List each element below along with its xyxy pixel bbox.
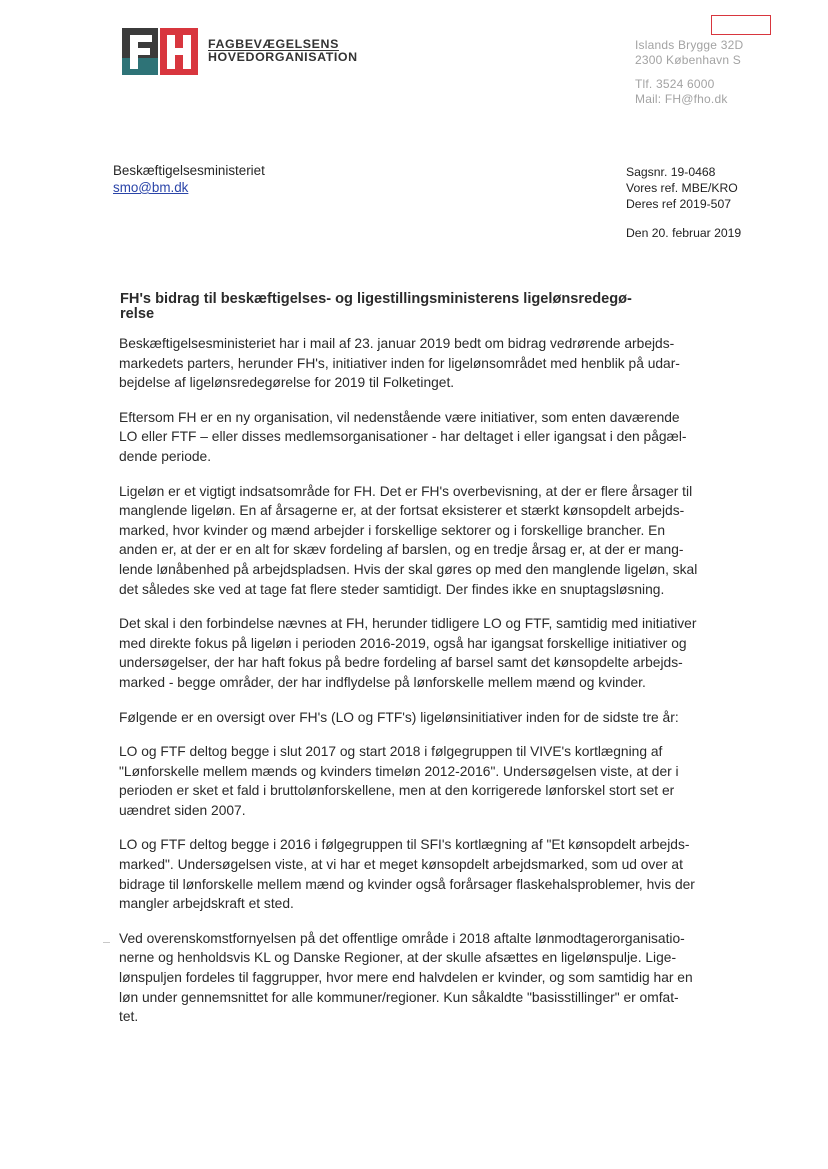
text-line: "Lønforskelle mellem mænds og kvinders timeløn 2012-2016". Undersøgelsen viste, at der i bbox=[119, 763, 679, 779]
text-line: lønspuljen fordeles til faggrupper, hvor mere end halvdelen er kvinder, og som samtidig har en bbox=[119, 970, 693, 986]
logo-line-2: HOVEDORGANISATION bbox=[208, 50, 358, 64]
text-line: bidrage til lønforskelle mellem mænd og kvinder også forårsager flaskehalsproblemer, hvis der bbox=[119, 876, 695, 892]
sender-phone: Tlf. 3524 6000 bbox=[635, 77, 715, 91]
paragraph bbox=[119, 408, 707, 467]
recipient-block bbox=[113, 162, 265, 196]
text-line: LO eller FTF – eller disses medlemsorganisationer - har deltaget i eller igangsat i den pågæl- bbox=[119, 429, 687, 445]
text-line: med direkte fokus på ligeløn i perioden 2016-2019, også har igangsat forskellige initiativer og bbox=[119, 635, 687, 651]
text-line: marked, hvor kvinder og mænd arbejder i forskellige sektorer og i forskellige brancher. En bbox=[119, 522, 666, 538]
text-line: tet. bbox=[119, 1009, 139, 1025]
paragraph bbox=[119, 482, 707, 600]
text-line: uændret siden 2007. bbox=[119, 802, 246, 818]
text-line: nerne og henholdsvis KL og Danske Regioner, at der skulle afsættes en ligelønspulje. Lige- bbox=[119, 950, 677, 966]
stamp-box bbox=[711, 15, 771, 35]
logo-wordmark bbox=[208, 38, 358, 64]
text-line: LO og FTF deltog begge i slut 2017 og start 2018 i følgegruppen til VIVE's kortlægning af bbox=[119, 744, 663, 760]
text-line: markedets parters, herunder FH's, initiativer inden for ligelønsområdet med henblik på udar- bbox=[119, 355, 680, 371]
text-line: Det skal i den forbindelse nævnes at FH, herunder tidligere LO og FTF, samtidig med initiativer bbox=[119, 616, 697, 632]
reference-block bbox=[626, 164, 741, 241]
text-line: marked". Undersøgelsen viste, at vi har et meget kønsopdelt arbejdsmarked, som ud over at bbox=[119, 857, 683, 873]
recipient-name: Beskæftigelsesministeriet bbox=[113, 163, 265, 178]
text-line: Beskæftigelsesministeriet har i mail af 23. januar 2019 bedt om bidrag vedrørende arbejds- bbox=[119, 336, 675, 351]
letter-date: Den 20. februar 2019 bbox=[626, 226, 742, 240]
paragraph bbox=[119, 835, 707, 913]
paragraph bbox=[119, 334, 707, 393]
text-line: lende lønåbenhed på arbejdspladsen. Hvis der skal gøres op med den manglende ligeløn, skal bbox=[119, 561, 698, 577]
logo-line-1: FAGBEVÆGELSENS bbox=[208, 37, 339, 51]
heading-line: relse bbox=[120, 306, 155, 322]
sender-street: Islands Brygge 32D bbox=[635, 38, 744, 52]
fh-logo-mark bbox=[122, 28, 198, 75]
text-line: Ligeløn er et vigtigt indsatsområde for FH. Det er FH's overbevisning, at der er flere årsager til bbox=[119, 483, 693, 499]
letter-body bbox=[119, 334, 707, 1042]
paragraph bbox=[119, 742, 707, 820]
text-line: anden er, at der er en alt for skæv fordeling af barslen, og en tredje årsag er, at der er mang- bbox=[119, 542, 684, 558]
sender-city: 2300 København S bbox=[635, 53, 741, 67]
text-line: mangler arbejdskraft et sted. bbox=[119, 896, 294, 912]
margin-mark bbox=[103, 942, 110, 943]
sender-mail: Mail: FH@fho.dk bbox=[635, 92, 728, 106]
text-line: løn under gennemsnittet for alle kommuner/regioner. Kun såkaldte "basisstillinger" er omfat- bbox=[119, 989, 679, 1005]
paragraph bbox=[119, 929, 707, 1027]
our-reference: Vores ref. MBE/KRO bbox=[626, 181, 738, 195]
text-line: Følgende er en oversigt over FH's (LO og FTF's) ligelønsinitiativer inden for de sidste tre år: bbox=[119, 709, 679, 725]
your-reference: Deres ref 2019-507 bbox=[626, 197, 732, 211]
case-number: Sagsnr. 19-0468 bbox=[626, 165, 716, 179]
text-line: perioden er sket et fald i bruttolønforskellene, men at den korrigerede lønforskel stort set er bbox=[119, 783, 675, 799]
sender-address bbox=[635, 38, 743, 107]
paragraph bbox=[119, 614, 707, 692]
text-line: bejdelse af ligelønsredegørelse for 2019 til Folketinget. bbox=[119, 375, 455, 391]
text-line: manglende ligeløn. En af årsagerne er, at der fortsat eksisterer et stærkt kønsopdelt arbejds- bbox=[119, 503, 685, 519]
text-line: det således ske ved at tage fat flere steder samtidigt. Der findes ikke en snuptagsløsning. bbox=[119, 581, 665, 597]
text-line: Eftersom FH er en ny organisation, vil nedenstående være initiativer, som enten daværende bbox=[119, 409, 680, 425]
text-line: undersøgelser, der har haft fokus på bedre fordeling af barsel samt det kønsopdelte arbejds- bbox=[119, 655, 683, 671]
recipient-email-link[interactable]: smo@bm.dk bbox=[113, 180, 189, 195]
logo bbox=[122, 27, 358, 75]
letter-heading bbox=[120, 292, 710, 322]
heading-line: FH's bidrag til beskæftigelses- og ligestillingsministerens ligelønsredegø- bbox=[120, 291, 632, 307]
paragraph bbox=[119, 708, 707, 728]
text-line: marked - begge områder, der har indflydelse på lønforskelle mellem mænd og kvinder. bbox=[119, 674, 646, 690]
text-line: LO og FTF deltog begge i 2016 i følgegruppen til SFI's kortlægning af "Et kønsopdelt arbejds- bbox=[119, 837, 690, 853]
text-line: dende periode. bbox=[119, 448, 212, 464]
text-line: Ved overenskomstfornyelsen på det offentlige område i 2018 aftalte lønmodtagerorganisatio- bbox=[119, 930, 685, 946]
